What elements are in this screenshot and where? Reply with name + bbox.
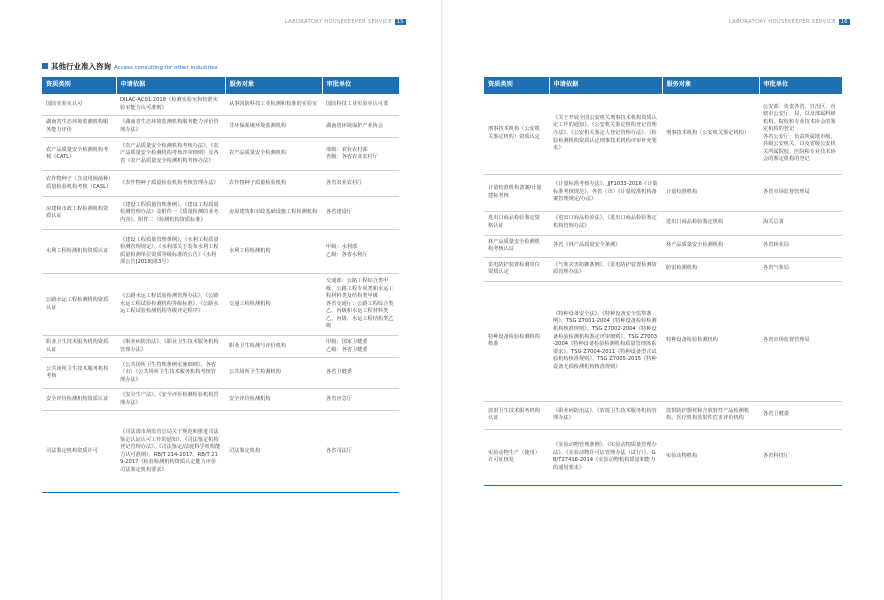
cell-basis: 《湖南省生态环境监测机构服务能力评价管理办法》 — [116, 116, 225, 138]
running-head-text: LABORATORY HOUSEKEEPER SERVICE — [285, 19, 392, 25]
header-authority: 审批单位 — [759, 77, 842, 94]
cell-authority: 各省卫健委 — [759, 401, 842, 429]
cell-authority: 各省科技厅 — [759, 429, 842, 485]
cell-client: 进出口商品检验鉴定机构 — [662, 211, 759, 235]
cell-category: 农作物种子（含食用菌菌种）质量检验机构考核（CASL） — [42, 171, 116, 197]
table-row — [484, 429, 842, 485]
left-running-head — [285, 19, 406, 25]
cell-basis: 《建设工程质量管理条例》、《水利工程质量检测管理规定》、《水利部关于发布水利工程质量检测单位资质等级标准的公告》（水利部公告[2018]第3号） — [116, 230, 225, 274]
cell-authority: 各省应急厅 — [322, 389, 399, 411]
cell-basis: 《农作物种子质量检验机构考核管理办法》 — [116, 171, 225, 197]
cell-basis: 《关于开展全国公安机关刑事技术机构资质认定工作的通知》、《公安机关鉴定机构登记管理办法》、《公安机关鉴定人登记管理办法》、《检验检测机构资质认定刑事技术机构评审补充要求》 — [549, 94, 662, 174]
cell-category: 实验动物生产（使用）许可证核发 — [484, 429, 549, 485]
header-client: 服务对象 — [662, 77, 759, 94]
cell-authority: 各省建设厅 — [322, 197, 399, 230]
cell-authority: 各省市场监督管理局 — [759, 174, 842, 211]
table-row — [42, 116, 399, 138]
cell-basis: 《公路水运工程试验检测管理办法》、《公路水运工程试验检测机构等级标准》、《公路水运工程试验检测机构等级评定程序》 — [116, 274, 225, 336]
cell-category: 公路水运工程检测机构资质认证 — [42, 274, 116, 336]
right-qualification-table — [484, 77, 843, 486]
cell-authority: 海关总署 — [759, 211, 842, 235]
cell-category: 司法鉴定机构资质许可 — [42, 411, 116, 493]
cell-client: 非环保系统环境监测机构 — [225, 116, 322, 138]
header-client: 服务对象 — [225, 77, 322, 94]
table-row — [42, 411, 399, 493]
cell-authority: 各省司法厅 — [322, 411, 399, 493]
running-head-text: LABORATORY HOUSEKEEPER SERVICE — [729, 19, 836, 25]
header-category: 资质类别 — [484, 77, 549, 94]
cell-basis: DILAC-AC01:2018《检测实验室和校准实验室能力认可准则》 — [116, 94, 225, 116]
table-row — [42, 230, 399, 274]
cell-client: 职业卫生检测与评价机构 — [225, 336, 322, 358]
cell-category: 进出口商品检验鉴定资格认证 — [484, 211, 549, 235]
right-running-head — [729, 19, 850, 25]
cell-basis: 《职业病防治法》、《放射卫生技术服务机构管理办法》 — [549, 401, 662, 429]
cell-basis: 《农产品质量安全检测机构考核办法》、《农产品质量安全检测机构考核评审细则》及各省《农产品质量安全检测机构考核办法》 — [116, 138, 225, 171]
header-category: 资质类别 — [42, 77, 116, 94]
cell-basis: 《特种设备安全法》、《特种设备安全监察条例》、TSG Z7001-2004《特种设备检验检测机构核准规则》、TSG Z7002-2004《特种设备检验检测机构鉴定评审细则》、TSG Z7003-2004《特种设备检验检测机构质量管理体系要求》、TSG Z7004-2011《特种设备型式试验机构核准规则》、TSG Z7005-2015《特种设备无损检测机构核准规则》 — [549, 281, 662, 401]
cell-authority: 甲级：国家卫健委 乙级：各省卫健委 — [322, 336, 399, 358]
cell-client: 实验动物机构 — [662, 429, 759, 485]
cell-category: 职业卫生技术服务机构资质认证 — [42, 336, 116, 358]
cell-client: 计量校准机构 — [662, 174, 759, 211]
table-row — [484, 235, 842, 257]
cell-category: 放射卫生技术服务机构认证 — [484, 401, 549, 429]
section-title — [42, 61, 218, 72]
section-title-en: Access consulting for other industries — [114, 65, 218, 71]
cell-client: 交通工程检测机构 — [225, 274, 322, 336]
cell-category: 农产品质量安全检测机构考核（CATL） — [42, 138, 116, 171]
table-row — [484, 257, 842, 281]
left-qualification-table — [42, 77, 400, 493]
cell-category: 特种设备检验检测机构核准 — [484, 281, 549, 401]
cell-client: 放射防护器材和含放射性产品检测机构、医疗机构放射性危害评价机构 — [662, 401, 759, 429]
cell-basis: 《气象灾害防御条例》、《雷电防护装置检测资质管理办法》 — [549, 257, 662, 281]
table-row — [42, 336, 399, 358]
page-fold — [441, 0, 443, 600]
cell-authority: 各省林业局 — [759, 235, 842, 257]
cell-client: 从事国防科技工业检测和校准的实验室 — [225, 94, 322, 116]
cell-client: 农作物种子质量检验机构 — [225, 171, 322, 197]
cell-category: 湖南省生态环境监测机构服务能力评价 — [42, 116, 116, 138]
table-header-row — [42, 77, 399, 94]
cell-authority: 甲级：水利部 乙级：各省水利厅 — [322, 230, 399, 274]
cell-basis: 《计量标准考核办法》、JJF1033-2016《计量标准考核规范》、各省（市）《计量校准机构备案管理规定/办法》 — [549, 174, 662, 211]
table-row — [484, 281, 842, 401]
header-authority: 审批单位 — [322, 77, 399, 94]
cell-basis: 《职业病防治法》、《职业卫生技术服务机构管理办法》 — [116, 336, 225, 358]
cell-basis: 《安全生产法》、《安全评价检测检验机构管理办法》 — [116, 389, 225, 411]
cell-category: 国防实验室认可 — [42, 94, 116, 116]
table-header-row — [484, 77, 842, 94]
right-page-number: 16 — [840, 19, 848, 25]
table-row — [484, 94, 842, 174]
cell-authority: 各省卫健委 — [322, 358, 399, 389]
cell-category: 计量校准机构备案/计量建标考核 — [484, 174, 549, 211]
table-row — [484, 401, 842, 429]
cell-basis: 各省《林产品质量安全条例》 — [549, 235, 662, 257]
cell-client: 特种设备检验检测机构 — [662, 281, 759, 401]
table-row — [42, 274, 399, 336]
cell-client: 公共场所卫生检测机构 — [225, 358, 322, 389]
cell-basis: 《司法部市场监管总局关于规范和推进司法鉴定认证认可工作的通知》、《司法鉴定机构登记管理办法》、《司法鉴定/法庭科学机构能力认可准则》、RB/T 214-2017、RB/T 219-2017《检验检测机构资质认定能力评价 司法鉴定机构要求》 — [116, 411, 225, 493]
cell-client: 司法鉴定机构 — [225, 411, 322, 493]
cell-basis: 《进出口商品检验法》、《进出口商品检验鉴定机构管理办法》 — [549, 211, 662, 235]
cell-authority: 各省气象局 — [759, 257, 842, 281]
cell-category: 雷电防护装置检测单位资质认定 — [484, 257, 549, 281]
table-row — [42, 94, 399, 116]
table-row — [42, 138, 399, 171]
cell-category: 林产品质量安全检测机构考核认证 — [484, 235, 549, 257]
cell-client: 房屋建筑和市政基础设施工程检测机构 — [225, 197, 322, 230]
cell-category: 刑事技术机构（公安机关鉴定机构）资质认定 — [484, 94, 549, 174]
cell-basis: 《实验动物管理条例》、《实验动物质量管理办法》、《实验动物许可证管理办法（试行）》、GB/T27416-2014《实验动物机构质量和能力的通用要求》 — [549, 429, 662, 485]
left-page-number: 15 — [396, 19, 404, 25]
table-row — [42, 171, 399, 197]
cell-client: 刑事技术机构（公安机关鉴定机构） — [662, 94, 759, 174]
cell-basis: 《建设工程质量管理条例》、《建设工程质量检测管理办法》及附件一《质量检测的业务内容》、附件二《检测机构资质标准》 — [116, 197, 225, 230]
cell-category: 房建和市政工程检测机构资质认证 — [42, 197, 116, 230]
cell-authority: 各省市场监督管理局 — [759, 281, 842, 401]
cell-authority: 国防科技工业实验室认可委 — [322, 94, 399, 116]
cell-client: 水利工程检测机构 — [225, 230, 322, 274]
cell-client: 防雷检测机构 — [662, 257, 759, 281]
cell-category: 水利工程检测机构资质认证 — [42, 230, 116, 274]
table-row — [42, 197, 399, 230]
table-row — [484, 211, 842, 235]
cell-client: 安全评价检测机构 — [225, 389, 322, 411]
cell-authority: 各省农业农村厅 — [322, 171, 399, 197]
table-row — [484, 174, 842, 211]
section-title-cn: 其他行业准入咨询 — [51, 62, 111, 71]
header-basis: 申请依据 — [549, 77, 662, 94]
table-row — [42, 389, 399, 411]
cell-authority: 部级：农业农村部 省级：各省农业农村厅 — [322, 138, 399, 171]
header-basis: 申请依据 — [116, 77, 225, 94]
table-row — [42, 358, 399, 389]
cell-authority: 交通部：公路工程综合类甲级、公路工程专项类和水运工程材料类及结构类甲级 各省交通厅：公路工程综合类乙、丙级和水运工程材料类乙、丙级、水运工程结构类乙级 — [322, 274, 399, 336]
cell-basis: 《公共场所卫生管理条例实施细则》、各省（市）《公共场所卫生技术服务机构考核管理办法》 — [116, 358, 225, 389]
cell-authority: 湖南省环境保护产业协会 — [322, 116, 399, 138]
cell-client: 林产品质量安全检测机构 — [662, 235, 759, 257]
cell-category: 公共场所卫生技术服务机构考核 — [42, 358, 116, 389]
cell-authority: 公安部：负责各省、自治区、直辖市公安厅、局，以及部属科研机构、院校和专业技术协会的鉴定机构的登记 各省公安厅：负责所属地市级、县级公安机关，以及省级公安机关所属院校、医院和专业技术协会的鉴定机构的登记 — [759, 94, 842, 174]
cell-client: 农产品质量安全检测机构 — [225, 138, 322, 171]
cell-category: 安全评价检测机构资质认证 — [42, 389, 116, 411]
square-bullet-icon — [42, 63, 48, 69]
